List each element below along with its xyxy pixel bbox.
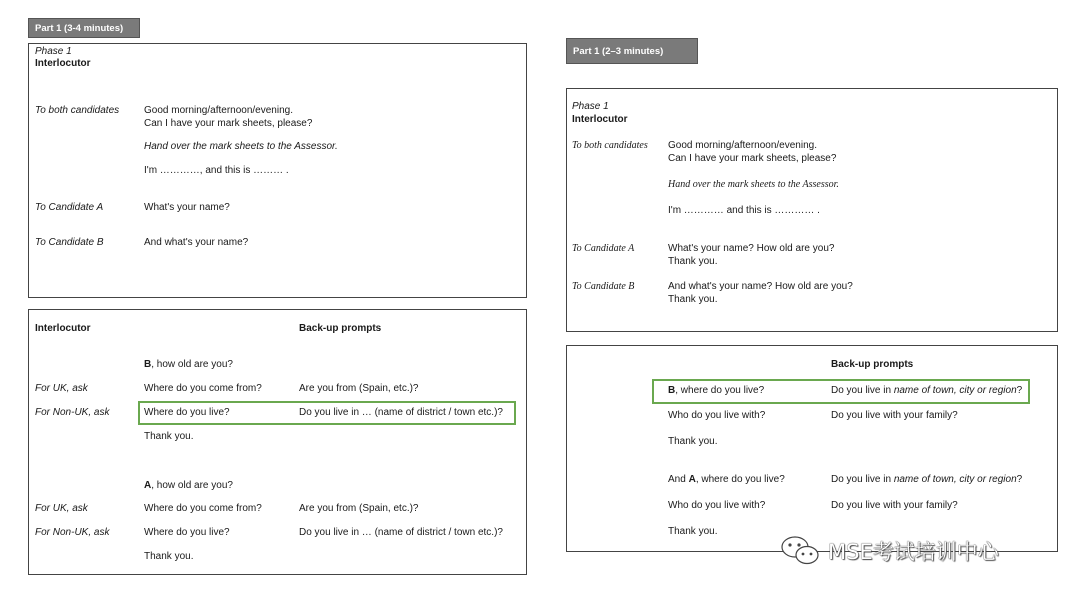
for-uk-ask-label-2: For UK, ask <box>35 503 88 514</box>
interlocutor-label: Interlocutor <box>35 58 91 69</box>
where-live-question-2: Where do you live? <box>144 527 230 538</box>
backup-prompts-header-right: Back-up prompts <box>831 359 914 370</box>
right-highlight-box <box>652 379 1030 404</box>
live-in-prefix-2: Do you live in <box>831 474 894 485</box>
introduction-line-right: I'm ………… and this is ………… . <box>668 205 820 216</box>
to-both-label: To both candidates <box>35 105 120 116</box>
b-where-live-text: , where do you live? <box>675 385 765 396</box>
right-phase-box <box>566 88 1058 332</box>
live-in-suffix: ? <box>1016 385 1023 396</box>
for-non-uk-ask-label-2: For Non-UK, ask <box>35 527 110 538</box>
live-with-family-prompt: Do you live with your family? <box>831 410 958 421</box>
part-label-right <box>566 38 698 64</box>
introduction-line: I'm …………, and this is ……… . <box>144 165 289 176</box>
part-label-right-text: Part 1 (2–3 minutes) <box>573 45 664 57</box>
b-age-question-text: , how old are you? <box>151 359 233 370</box>
watermark-text: MSE考试培训中心 <box>828 540 999 564</box>
mark-sheet-instruction-right: Hand over the mark sheets to the Assessor. <box>668 179 839 190</box>
live-in-prefix: Do you live in <box>831 385 894 396</box>
a-where-live-text: , where do you live? <box>695 474 785 485</box>
live-in-district-prompt-2: Do you live in … (name of district / town etc.)? <box>299 527 503 538</box>
thank-you-1: Thank you. <box>144 431 194 442</box>
wechat-icon <box>780 534 822 568</box>
phase-label: Phase 1 <box>35 46 72 57</box>
candidate-a-letter-right: A <box>688 474 696 485</box>
to-candidate-a-right: To Candidate A <box>572 243 635 254</box>
interlocutor-label-right: Interlocutor <box>572 114 628 125</box>
candidate-b-letter: B <box>144 359 152 370</box>
thank-you-2: Thank you. <box>144 551 194 562</box>
greeting-line-1: Good morning/afternoon/evening. <box>144 105 293 116</box>
candidate-b-question: And what's your name? <box>144 237 249 248</box>
live-in-town-prompt-2 <box>831 474 1022 485</box>
who-live-with-question: Who do you live with? <box>668 410 766 421</box>
part-label-left-text: Part 1 (3-4 minutes) <box>35 22 124 34</box>
a-where-live-question <box>668 474 785 485</box>
greeting-line-2: Can I have your mark sheets, please? <box>144 118 313 129</box>
thank-you-b-right: Thank you. <box>668 294 718 305</box>
come-from-question-2: Where do you come from? <box>144 503 262 514</box>
mark-sheet-instruction: Hand over the mark sheets to the Assessor. <box>144 141 338 152</box>
thank-you-right-1: Thank you. <box>668 436 718 447</box>
left-highlight-box <box>138 401 516 425</box>
live-in-suffix-2: ? <box>1016 474 1023 485</box>
greeting-line-2-right: Can I have your mark sheets, please? <box>668 153 837 164</box>
live-in-place-2: name of town, city or region <box>893 474 1017 485</box>
candidate-a-question: What's your name? <box>144 202 230 213</box>
are-you-from-prompt: Are you from (Spain, etc.)? <box>299 383 419 394</box>
b-age-question <box>144 359 233 370</box>
right-questions-box <box>566 345 1058 552</box>
a-age-question <box>144 480 233 491</box>
left-phase-box <box>28 43 527 298</box>
thank-you-right-2: Thank you. <box>668 526 718 537</box>
left-questions-box <box>28 309 527 575</box>
part-label-left <box>28 18 140 38</box>
candidate-a-question-right: What's your name? How old are you? <box>668 243 835 254</box>
live-in-district-prompt: Do you live in … (name of district / town etc.)? <box>299 407 503 418</box>
thank-you-a-right: Thank you. <box>668 256 718 267</box>
to-both-label-right: To both candidates <box>572 140 648 151</box>
to-candidate-b-right: To Candidate B <box>572 281 635 292</box>
for-uk-ask-label: For UK, ask <box>35 383 88 394</box>
backup-prompts-header: Back-up prompts <box>299 323 382 334</box>
are-you-from-prompt-2: Are you from (Spain, etc.)? <box>299 503 419 514</box>
to-candidate-b-label: To Candidate B <box>35 237 104 248</box>
to-candidate-a-label: To Candidate A <box>35 202 104 213</box>
candidate-a-letter: A <box>144 480 152 491</box>
candidate-b-question-right: And what's your name? How old are you? <box>668 281 853 292</box>
greeting-line-1-right: Good morning/afternoon/evening. <box>668 140 817 151</box>
for-non-uk-ask-label: For Non-UK, ask <box>35 407 110 418</box>
phase-label-right: Phase 1 <box>572 101 609 112</box>
interlocutor-header: Interlocutor <box>35 323 91 334</box>
live-in-place: name of town, city or region <box>893 385 1017 396</box>
and-prefix: And <box>668 474 689 485</box>
come-from-question: Where do you come from? <box>144 383 262 394</box>
a-age-question-text: , how old are you? <box>151 480 233 491</box>
candidate-b-letter-right: B <box>668 385 676 396</box>
where-live-question: Where do you live? <box>144 407 230 418</box>
live-with-family-prompt-2: Do you live with your family? <box>831 500 958 511</box>
who-live-with-question-2: Who do you live with? <box>668 500 766 511</box>
